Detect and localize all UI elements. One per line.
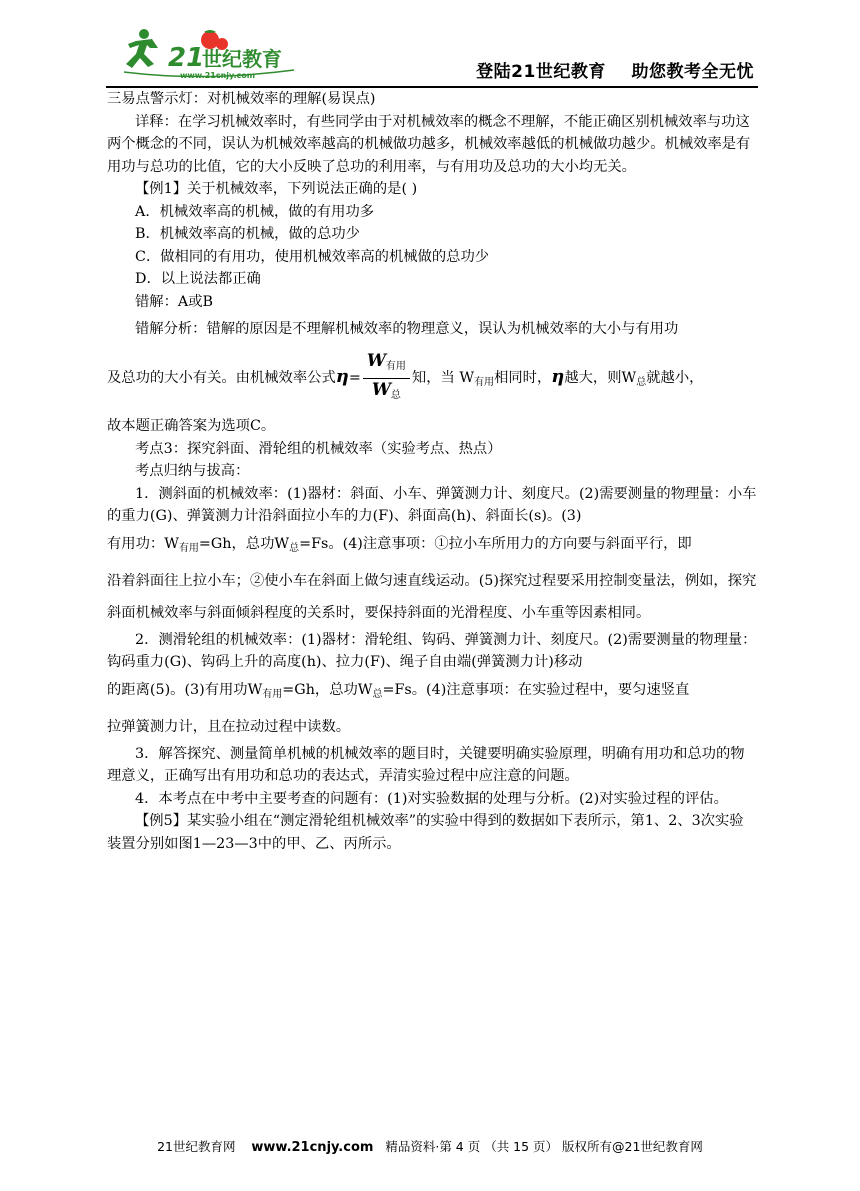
- question-text: 关于机械效率，下列说法正确的是( ): [187, 181, 418, 197]
- option-a: A．机械效率高的机械，做的有用功多: [135, 203, 375, 220]
- header-tagline: 登陆21世纪教育 助您教考全无忧: [476, 62, 754, 82]
- item-2-continued: 拉弹簧测力计，且在拉动过程中读数。: [107, 718, 351, 735]
- option-d: D．以上说法都正确: [135, 271, 261, 287]
- item-4-text: 4．本考点在中考中主要考查的问题有：(1)对实验数据的处理与分析。(2)对实验过程的评估。: [135, 790, 728, 807]
- logo: [114, 24, 304, 84]
- svg-text:世纪教育: 世纪教育: [202, 47, 282, 71]
- item-2-formula-line: 的距离(5)。(3)有用功$W_{有用}=Gh$，总功$W_总=Fs$。(4)注意事项：在实验过程中，要匀速竖直: [107, 681, 690, 700]
- logo-wordmark: [168, 43, 282, 80]
- item-1-text: 1．测斜面的机械效率：(1)器材：斜面、小车、弹簧测力计、刻度尺。(2)需要测量的物理量：小车的重力(G)、弹簧测力计沿斜面拉小车的力(F)、斜面高(h)、斜面长(s)。(3): [107, 485, 757, 524]
- runner-icon: [126, 29, 158, 68]
- item-1-formula-line: 有用功：$W_{有用}=Gh$，总功$W_总=Fs$。(4)注意事项：①拉小车所用力的方向要与斜面平行，即: [107, 535, 692, 554]
- formula-line: 及总功的大小有关。由机械效率公式η= $\frac{W_{有用}}{W_总}$ 知，当 $W_{有用}$相同时，η越大，则$W_总$就越小，: [107, 345, 757, 415]
- example-tag: 【例1】: [135, 181, 187, 197]
- efficiency-fraction: $\frac{W_{有用}}{W_总}$: [363, 350, 410, 407]
- key-point-3-heading: 考点3：探究斜面、滑轮组的机械效率（实验考点、热点）: [135, 440, 502, 457]
- item-3-text: 3．解答探究、测量简单机械的机械效率的题目时，关键要明确实验原理，明确有用功和总功的物理意义，正确写出有用功和总功的表达式，弄清实验过程中应注意的问题。: [107, 745, 745, 784]
- item-1-continued: 沿着斜面往上拉小车；②使小车在斜面上做匀速直线运动。(5)探究过程要采用控制变量法，例如，探究斜面机械效率与斜面倾斜程度的关系时，要保持斜面的光滑程度、小车重等因素相同。: [107, 572, 757, 621]
- svg-text:www.21cnjy.com: www.21cnjy.com: [180, 71, 256, 80]
- footer-url[interactable]: www.21cnjy.com: [251, 1140, 374, 1155]
- page-header: [106, 22, 758, 86]
- document-body: [107, 88, 757, 855]
- summary-heading: 考点归纳与拔高：: [135, 463, 250, 479]
- eta-symbol: η: [335, 366, 349, 387]
- section-heading: 三易点警示灯：对机械效率的理解(易误点): [107, 91, 376, 107]
- error-analysis: 错解分析：错解的原因是不理解机械效率的物理意义，误认为机械效率的大小与有用功: [135, 321, 679, 337]
- footer-site: 21世纪教育网: [157, 1139, 236, 1154]
- example-1-question: [107, 178, 757, 201]
- answer-line: 故本题正确答案为选项C。: [107, 418, 276, 434]
- example-tag: 【例5】: [135, 813, 187, 829]
- wrong-answer: 错解：A或B: [135, 293, 214, 310]
- explanation-paragraph: 详释：在学习机械效率时，有些同学由于对机械效率的概念不理解，不能正确区别机械效率与功这两个概念的不同，误认为机械效率越高的机械做功越多，机械效率越低的机械做功越少。机械效率是有用功与总功的比值，它的大小反映了总功的利用率，与有用功及总功的大小均无关。: [107, 113, 751, 175]
- page-footer: [0, 1137, 860, 1155]
- option-b: B．机械效率高的机械，做的总功少: [135, 226, 360, 242]
- footer-page-info: 精品资料·第 4 页 （共 15 页） 版权所有@21世纪教育网: [385, 1139, 703, 1154]
- option-c: C．做相同的有用功，使用机械效率高的机械做的总功少: [135, 248, 490, 265]
- example-5: 【例5】某实验小组在“测定滑轮组机械效率”的实验中得到的数据如下表所示，第1、2、3次实验装置分别如图1—23—3中的甲、乙、丙所示。: [107, 813, 744, 852]
- svg-text:21: 21: [168, 43, 205, 73]
- item-2-text: 2．测滑轮组的机械效率：(1)器材：滑轮组、钩码、弹簧测力计、刻度尺。(2)需要测量的物理量：钩码重力(G)、钩码上升的高度(h)、拉力(F)、绳子自由端(弹簧测力计)移动: [107, 631, 757, 670]
